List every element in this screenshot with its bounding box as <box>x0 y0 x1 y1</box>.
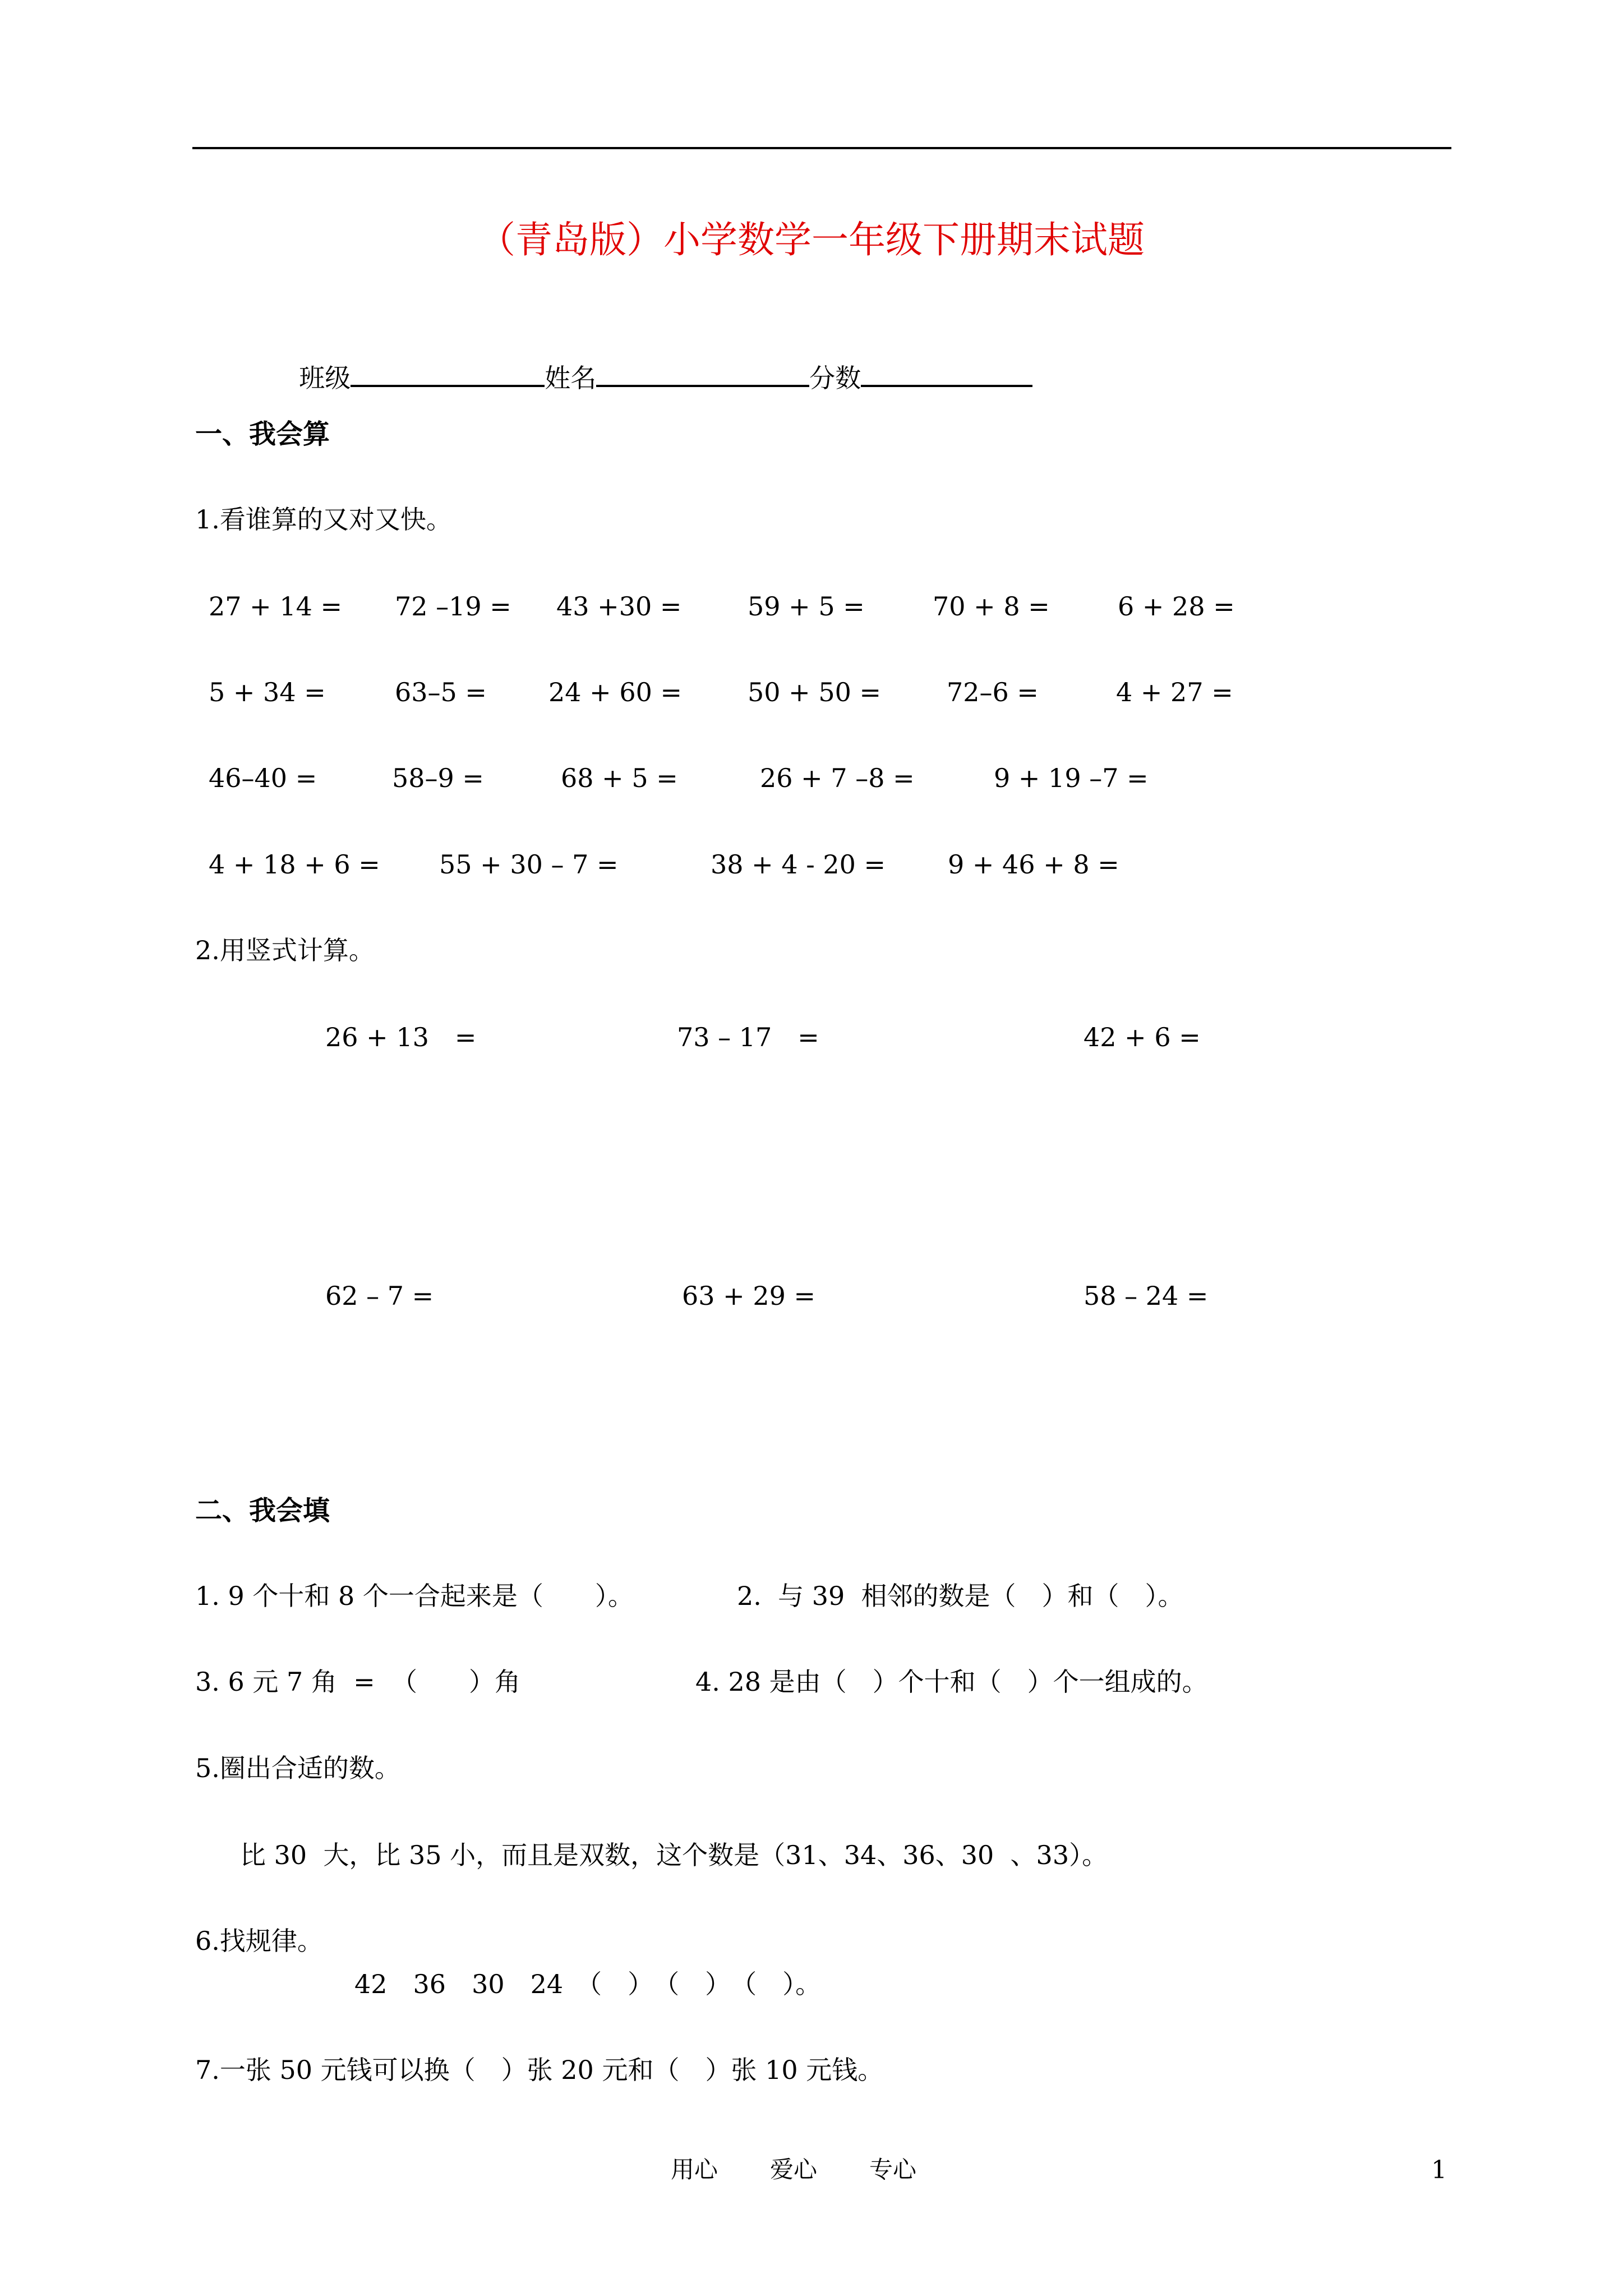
math-problem: 46–40 = <box>209 763 317 793</box>
class-blank[interactable] <box>351 360 545 387</box>
vertical-calc-problem: 62 – 7 = <box>325 1281 434 1311</box>
section-heading-fill: 二、我会填 <box>195 1495 330 1526</box>
score-label: 分数 <box>809 363 861 393</box>
vertical-calc-problem: 42 + 6 = <box>1083 1022 1201 1052</box>
name-blank[interactable] <box>596 360 809 387</box>
math-problem: 55 + 30 – 7 = <box>439 849 619 880</box>
math-problem: 59 + 5 = <box>748 591 865 622</box>
fill-question: 3. 6 元 7 角 = （ ）角 <box>195 1667 520 1697</box>
fill-question: 6.找规律。 <box>195 1926 323 1956</box>
question-label: 2.用竖式计算。 <box>195 935 375 965</box>
math-problem: 72 –19 = <box>395 591 511 622</box>
name-label: 姓名 <box>545 363 597 393</box>
vertical-calc-problem: 58 – 24 = <box>1083 1281 1209 1311</box>
math-problem: 5 + 34 = <box>209 677 326 707</box>
section-heading-calculate: 一、我会算 <box>195 418 330 450</box>
fill-question: 4. 28 是由（ ）个十和（ ）个一组成的。 <box>695 1667 1208 1697</box>
math-problem: 9 + 46 + 8 = <box>948 849 1119 880</box>
math-problem: 70 + 8 = <box>933 591 1050 622</box>
footer-motto-2: 爱心 <box>770 2156 818 2183</box>
math-problem: 68 + 5 = <box>561 763 678 793</box>
math-problem: 6 + 28 = <box>1118 591 1235 622</box>
score-blank[interactable] <box>861 360 1032 387</box>
math-problem: 4 + 27 = <box>1116 677 1233 707</box>
fill-question: 5.圈出合适的数。 <box>195 1753 400 1783</box>
math-problem: 58–9 = <box>392 763 484 793</box>
student-info-line <box>283 334 1032 391</box>
math-problem: 38 + 4 - 20 = <box>711 849 886 880</box>
header-rule <box>192 147 1451 149</box>
fill-question: 2. 与 39 相邻的数是（ ）和（ ）。 <box>737 1581 1184 1611</box>
math-problem: 9 + 19 –7 = <box>994 763 1149 793</box>
math-problem: 4 + 18 + 6 = <box>209 849 380 880</box>
number-pattern: 42 36 30 24 （ ） （ ） （ ）。 <box>354 1969 822 1999</box>
footer-motto-1: 用心 <box>671 2156 718 2183</box>
footer-motto-3: 专心 <box>869 2156 917 2183</box>
math-problem: 26 + 7 –8 = <box>760 763 915 793</box>
question-label: 1.看谁算的又对又快。 <box>195 504 452 535</box>
page-number: 1 <box>1431 2156 1447 2184</box>
vertical-calc-problem: 73 – 17 = <box>677 1022 819 1052</box>
fill-question-body: 比 30 大，比 35 小，而且是双数，这个数是（31、34、36、30 、33）。 <box>240 1840 1108 1870</box>
math-problem: 43 +30 = <box>556 591 682 622</box>
class-label: 班级 <box>299 363 351 393</box>
fill-question: 1. 9 个十和 8 个一合起来是（ ）。 <box>195 1581 634 1611</box>
math-problem: 27 + 14 = <box>209 591 343 622</box>
math-problem: 50 + 50 = <box>748 677 882 707</box>
vertical-calc-problem: 63 + 29 = <box>682 1281 816 1311</box>
vertical-calc-problem: 26 + 13 = <box>325 1022 477 1052</box>
math-problem: 24 + 60 = <box>548 677 683 707</box>
math-problem: 72–6 = <box>947 677 1039 707</box>
fill-question: 7.一张 50 元钱可以换（ ）张 20 元和（ ）张 10 元钱。 <box>195 2055 884 2085</box>
math-problem: 63–5 = <box>395 677 487 707</box>
page-title: （青岛版）小学数学一年级下册期末试题 <box>478 218 1145 261</box>
